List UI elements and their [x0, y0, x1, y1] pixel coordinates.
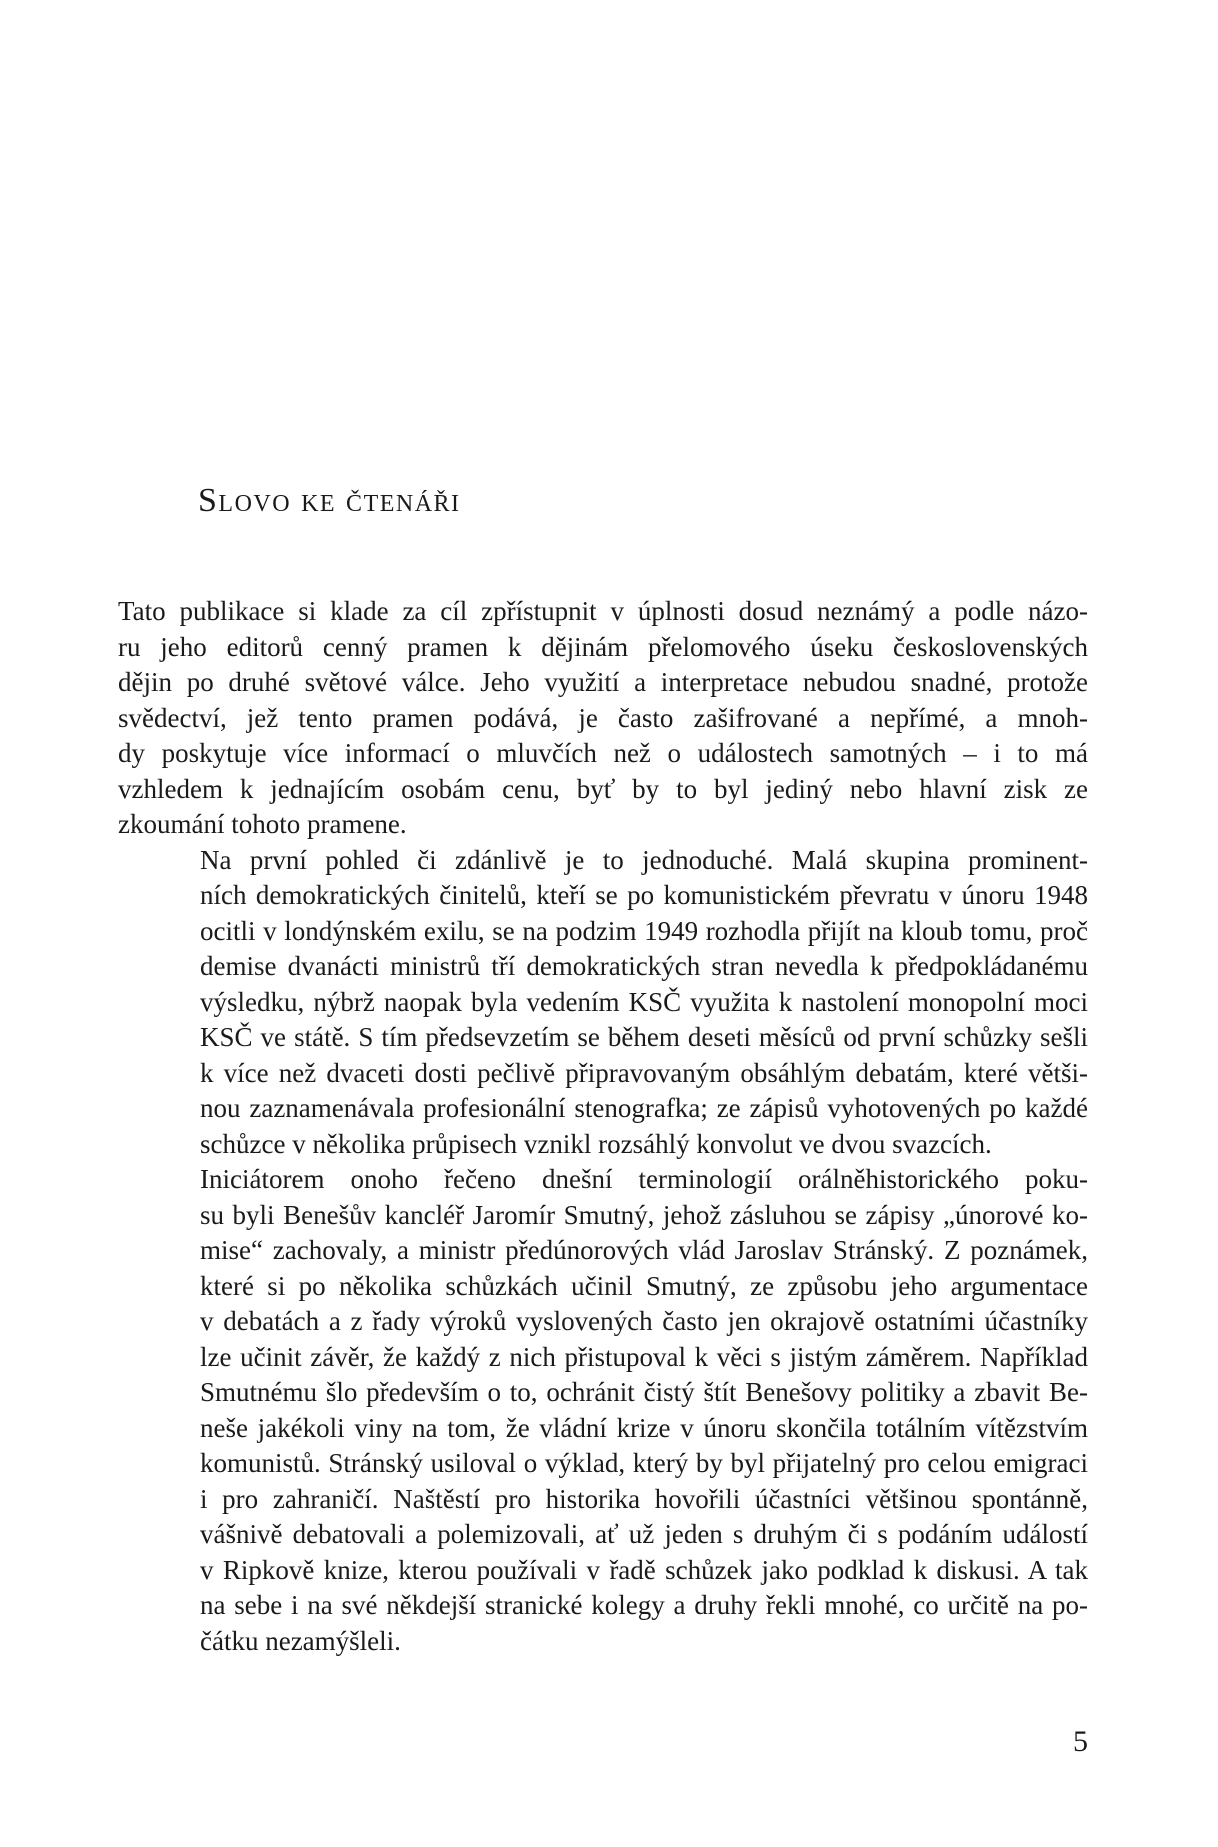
text-line: k více než dvaceti dosti pečlivě připravovaným obsáhlým debatám, které větši- — [200, 1057, 1088, 1088]
text-line: Na první pohled či zdánlivě je to jednoduché. Malá skupina prominent- — [200, 844, 1088, 875]
text-line: svědectví, jež tento pramen podává, je často zašifrované a nepřímé, a mnoh- — [118, 702, 1088, 733]
text-line: čátku nezamýšleli. — [200, 1625, 401, 1656]
body-text — [118, 594, 1088, 1659]
text-line: neše jakékoli viny na tom, že vládní krize v únoru skončila totálním vítězstvím — [200, 1412, 1088, 1443]
text-line: dějin po druhé světové válce. Jeho využití a interpretace nebudou snadné, protože — [118, 667, 1088, 697]
text-line: Smutnému šlo především o to, ochránit čistý štít Benešovy politiky a zbavit Be- — [200, 1377, 1088, 1407]
text-line: su byli Benešův kancléř Jaromír Smutný, jehož zásluhou se zápisy „únorové ko- — [200, 1199, 1088, 1230]
text-line: vášnivě debatovali a polemizovali, ať už jeden s druhým či s podáním událostí — [200, 1519, 1088, 1549]
text-line: ních demokratických činitelů, kteří se po komunistickém převratu v únoru 1948 — [200, 880, 1088, 910]
paragraph — [118, 594, 1088, 843]
text-line: demise dvanácti ministrů tří demokratických stran nevedla k předpokládanému — [200, 951, 1088, 981]
text-line: v Ripkově knize, kterou používali v řadě schůzek jako podklad k diskusi. A tak — [200, 1554, 1088, 1585]
text-line: zkoumání tohoto pramene. — [118, 809, 407, 839]
text-line: i pro zahraničí. Naštěstí pro historika hovořili účastníci většinou spontánně, — [200, 1483, 1088, 1514]
text-line: ru jeho editorů cenný pramen k dějinám přelomového úseku československých — [118, 631, 1088, 662]
text-line: lze učinit závěr, že každý z nich přistupoval k věci s jistým záměrem. Například — [200, 1341, 1088, 1372]
page-number: 5 — [1073, 1725, 1088, 1758]
text-line: které si po několika schůzkách učinil Smutný, ze způsobu jeho argumentace — [200, 1270, 1088, 1301]
text-line: výsledku, nýbrž naopak byla vedením KSČ využita k nastolení monopolní moci — [200, 986, 1088, 1017]
text-line: ocitli v londýnském exilu, se na podzim 1949 rozhodla přijít na kloub tomu, proč — [200, 915, 1088, 946]
text-line: v debatách a z řady výroků vyslovených často jen okrajově ostatními účastníky — [200, 1306, 1088, 1336]
text-line: vzhledem k jednajícím osobám cenu, byť by to byl jediný nebo hlavní zisk ze — [118, 773, 1088, 804]
text-line: KSČ ve státě. S tím předsevzetím se během deseti měsíců od první schůzky sešli — [200, 1022, 1088, 1052]
text-line: na sebe i na své někdejší stranické kolegy a druhy řekli mnohé, co určitě na po- — [200, 1590, 1088, 1620]
text-line: komunistů. Stránský usiloval o výklad, který by byl přijatelný pro celou emigraci — [200, 1448, 1088, 1478]
text-line: dy poskytuje více informací o mluvčích než o událostech samotných – i to má — [118, 738, 1088, 768]
text-line: Tato publikace si klade za cíl zpřístupnit v úplnosti dosud neznámý a podle názo- — [118, 596, 1088, 626]
text-line: mise“ zachovaly, a ministr předúnorových vlád Jaroslav Stránský. Z poznámek, — [200, 1235, 1088, 1265]
text-line: Iniciátorem onoho řečeno dnešní terminologií orálněhistorického poku- — [200, 1164, 1088, 1194]
text-line: nou zaznamenávala profesionální stenografka; ze zápisů vyhotovených po každé — [200, 1093, 1088, 1123]
chapter-heading: Slovo ke čtenáři — [198, 482, 461, 519]
paragraph — [118, 843, 1088, 1163]
paragraph — [118, 1162, 1088, 1659]
text-line: schůzce v několika průpisech vznikl rozsáhlý konvolut ve dvou svazcích. — [200, 1128, 992, 1159]
